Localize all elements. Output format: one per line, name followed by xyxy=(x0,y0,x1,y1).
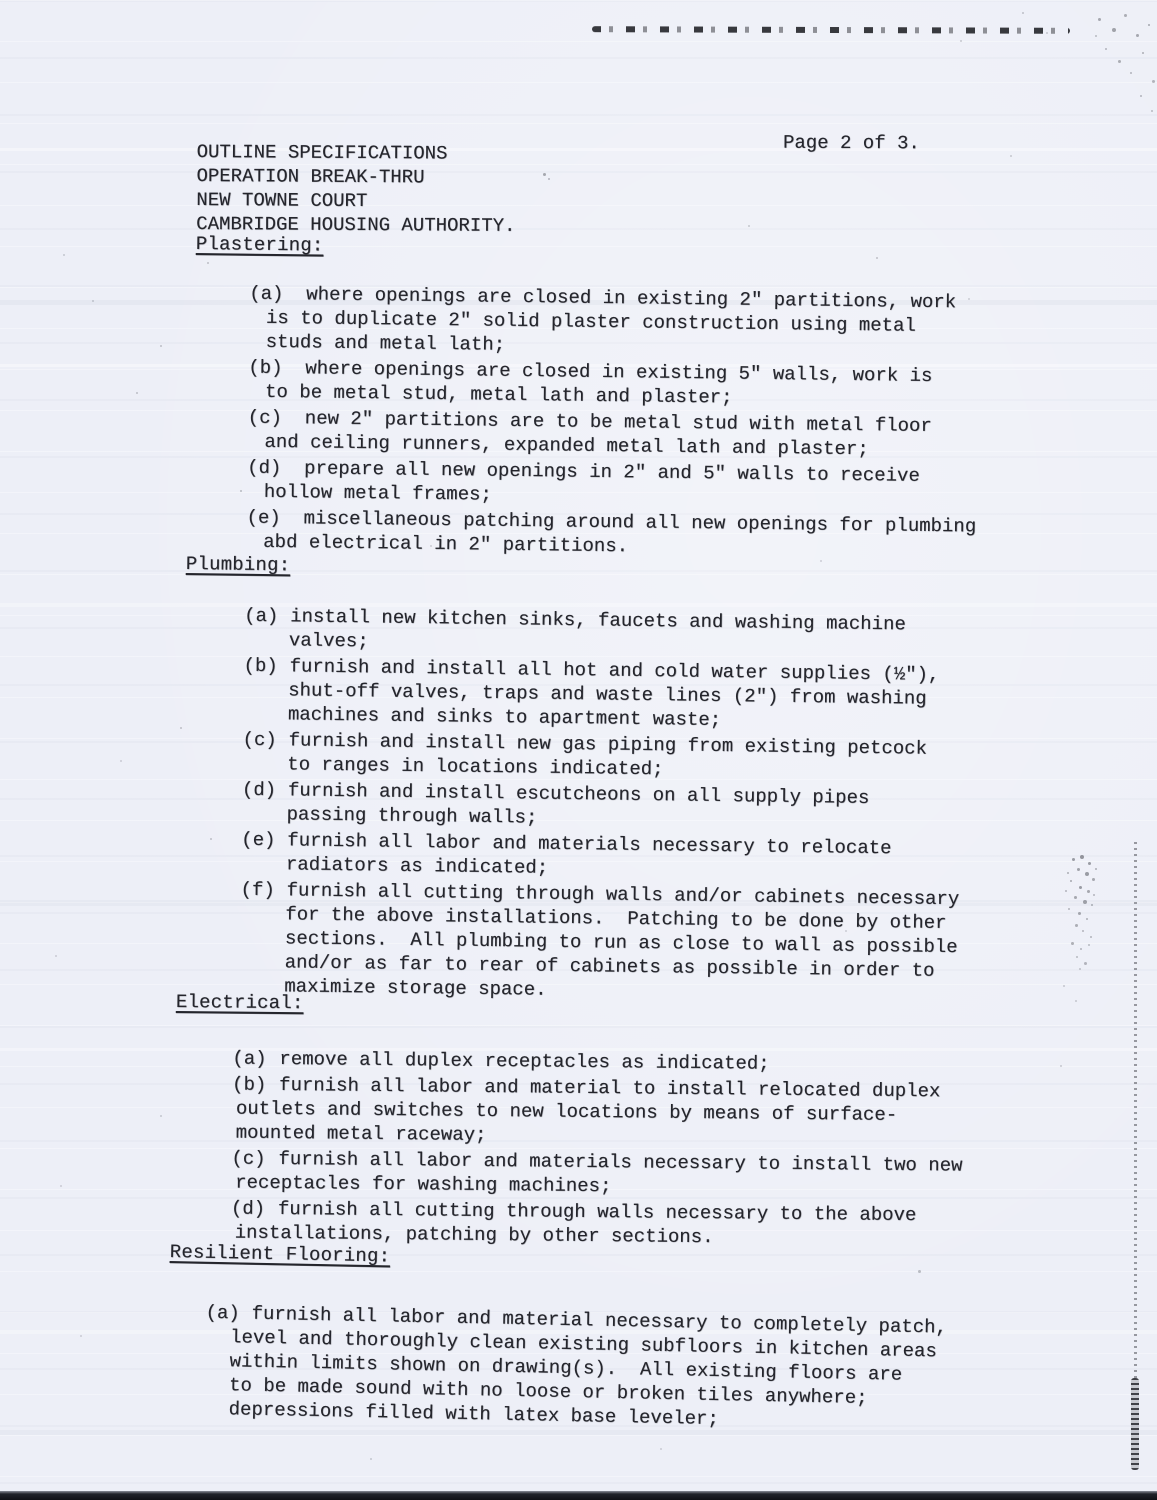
item-marker: (a) xyxy=(232,1047,267,1070)
ink-speck xyxy=(1078,912,1081,915)
ink-speck xyxy=(1084,962,1087,965)
section-items xyxy=(231,1047,977,1252)
ink-speck xyxy=(1071,942,1074,945)
item-marker: (e) xyxy=(241,828,276,852)
item-text: furnish and install escutcheons on all supply pipes passing through walls; xyxy=(286,779,870,829)
item-text: furnish all labor and material necessary to completely patch, level and thoroughly clean existing subfloors in kitchen areas within limits shown on drawing(s). All existing floors are to be made sound with no loose or broken tiles anywhere; depressions filled with latex base leveler; xyxy=(228,1302,948,1431)
section-plastering xyxy=(192,232,1007,565)
ink-speck xyxy=(845,930,847,932)
ink-speck xyxy=(1060,1065,1062,1067)
ink-speck xyxy=(1087,890,1090,893)
item-marker: (f) xyxy=(240,878,275,902)
ink-speck xyxy=(160,345,162,347)
ink-speck xyxy=(1075,924,1078,927)
ink-speck xyxy=(548,178,550,180)
ink-speck xyxy=(1142,52,1144,54)
section-electrical xyxy=(174,990,977,1254)
ink-speck xyxy=(1093,894,1095,896)
item-marker: (c) xyxy=(242,728,277,752)
ink-speck xyxy=(1148,24,1150,26)
ink-speck xyxy=(1112,28,1116,32)
section-heading: Plumbing: xyxy=(185,552,291,577)
section-resilient-flooring xyxy=(166,1240,971,1438)
spec-item-a xyxy=(203,1301,970,1436)
item-text: furnish all labor and material to install relocated duplex outlets and switches to new locations by means of surface- mounted metal raceway; xyxy=(235,1073,941,1146)
ink-speck xyxy=(918,1270,921,1273)
item-marker: (b) xyxy=(243,654,278,678)
ink-speck xyxy=(1091,904,1093,906)
ink-speck xyxy=(1095,868,1097,870)
ink-speck xyxy=(136,392,138,394)
item-marker: (a) xyxy=(249,282,284,306)
scanner-band xyxy=(0,148,1157,151)
ink-speck xyxy=(968,298,970,300)
item-text: where openings are closed in existing 2" partitions, work is to duplicate 2" solid plaster construction using metal studs and metal lath; xyxy=(265,283,957,356)
item-marker: (d) xyxy=(230,1197,266,1220)
scan-streak xyxy=(592,26,1070,34)
ink-speck xyxy=(240,490,242,492)
ink-speck xyxy=(1010,155,1012,157)
item-text: install new kitchen sinks, faucets and washing machine valves; xyxy=(288,605,906,653)
item-text: where openings are closed in existing 5" walls, work is to be metal stud, metal lath and plaster; xyxy=(264,357,933,409)
ink-speck xyxy=(370,1458,372,1460)
ink-speck xyxy=(180,727,182,729)
ink-speck xyxy=(1083,900,1087,904)
section-items xyxy=(246,282,1006,563)
ink-speck xyxy=(1077,868,1080,871)
ink-speck xyxy=(430,545,432,547)
ink-speck xyxy=(120,760,122,762)
ink-speck xyxy=(1098,18,1101,21)
scan-bottom-edge xyxy=(0,1491,1157,1500)
item-text: furnish and install all hot and cold water supplies (½"), shut-off valves, traps and waste lines (2") from washing machines and sinks to apartment waste; xyxy=(287,655,940,732)
section-heading: Plastering: xyxy=(195,232,324,257)
ink-speck xyxy=(1151,110,1153,112)
ink-speck xyxy=(543,173,546,176)
ink-speck xyxy=(210,838,212,840)
ink-speck xyxy=(1063,985,1065,987)
ink-speck xyxy=(1118,60,1121,63)
item-text: furnish all labor and materials necessary to relocate radiators as indicated; xyxy=(285,829,892,879)
header-line: NEW TOWNE COURT xyxy=(196,188,368,213)
section-items xyxy=(203,1301,970,1436)
header-line: OPERATION BREAK-THRU xyxy=(196,164,425,189)
ink-speck xyxy=(1046,32,1048,34)
spec-item-b xyxy=(248,356,1006,413)
spec-item-a xyxy=(249,282,1007,363)
section-items xyxy=(239,604,1029,1008)
spec-item-d xyxy=(241,778,1027,836)
spec-item-b xyxy=(243,654,1029,736)
item-marker: (d) xyxy=(246,456,282,480)
spec-item-b xyxy=(232,1073,977,1152)
ink-speck xyxy=(820,560,822,562)
item-text: furnish all cutting through walls and/or cabinets necessary for the above installations. Patching to be done by other sections. All plumbing to run as close to wall as possible and/or as far to rear of cabinets as possible in order to maximize storage space. xyxy=(284,879,960,1001)
ink-speck xyxy=(1067,872,1069,874)
item-text: furnish all cutting through walls necessary to the above installations, patching by other sections. xyxy=(234,1197,917,1249)
item-marker: (c) xyxy=(231,1147,266,1170)
item-text: prepare all new openings in 2" and 5" walls to receive hollow metal frames; xyxy=(263,457,920,506)
item-marker: (b) xyxy=(248,356,283,380)
ink-speck xyxy=(1124,14,1127,17)
scan-edge-line xyxy=(1134,842,1137,1382)
ink-speck xyxy=(1022,12,1024,14)
item-text: miscellaneous patching around all new openings for plumbing abd electrical in 2" partitions. xyxy=(263,507,977,558)
ink-speck xyxy=(748,225,750,227)
spec-item-f xyxy=(239,878,1026,1008)
ink-speck xyxy=(1086,918,1088,920)
item-text: furnish and install new gas piping from existing petcock to ranges in locations indicated; xyxy=(287,729,928,781)
ink-speck xyxy=(1070,880,1072,882)
ink-speck xyxy=(1090,936,1092,938)
spec-item-e xyxy=(241,828,1027,886)
section-heading: Electrical: xyxy=(175,990,304,1015)
ink-speck xyxy=(876,257,878,259)
ink-speck xyxy=(1082,930,1084,932)
ink-speck xyxy=(580,1238,582,1240)
item-text: furnish all labor and materials necessary to install two new receptacles for washing machines; xyxy=(235,1147,963,1198)
scan-edge-smear xyxy=(1131,1378,1139,1470)
ink-speck xyxy=(207,262,209,264)
ink-speck xyxy=(1075,1000,1077,1002)
item-text: new 2" partitions are to be metal stud with metal floor and ceiling runners, expanded metal lath and plaster; xyxy=(264,407,932,461)
ink-speck xyxy=(660,1448,662,1450)
item-marker: (b) xyxy=(231,1073,267,1096)
spec-item-c xyxy=(231,1147,975,1202)
ink-speck xyxy=(160,1115,162,1117)
ink-speck xyxy=(1080,948,1082,950)
section-plumbing xyxy=(180,552,1030,1010)
ink-speck xyxy=(1105,48,1107,50)
ink-speck xyxy=(92,300,94,302)
ink-speck xyxy=(1074,896,1077,899)
ink-speck xyxy=(1092,878,1095,881)
ink-speck xyxy=(1072,858,1075,861)
header-lines xyxy=(196,140,516,238)
header-line: CAMBRIDGE HOUSING AUTHORITY. xyxy=(196,212,516,237)
ink-speck xyxy=(1088,944,1090,946)
ink-speck xyxy=(1088,862,1091,865)
item-marker: (a) xyxy=(244,604,279,628)
ink-speck xyxy=(1079,886,1082,889)
ink-speck xyxy=(1080,855,1084,859)
ink-speck xyxy=(1152,80,1155,83)
ink-speck xyxy=(63,254,65,256)
spec-item-a xyxy=(244,604,1030,662)
ink-speck xyxy=(1130,72,1132,74)
ink-speck xyxy=(960,40,962,42)
ink-speck xyxy=(1136,34,1139,37)
item-marker: (e) xyxy=(246,506,281,530)
ink-speck xyxy=(1095,35,1097,37)
section-heading: Resilient Flooring: xyxy=(169,1240,391,1268)
ink-speck xyxy=(80,1335,82,1337)
scanner-band xyxy=(0,1430,1157,1435)
ink-speck xyxy=(1085,872,1089,876)
ink-speck xyxy=(60,1185,62,1187)
header-line: OUTLINE SPECIFICATIONS xyxy=(196,140,448,165)
item-marker: (d) xyxy=(241,778,277,802)
spec-item-c xyxy=(242,728,1028,786)
item-marker: (a) xyxy=(205,1301,240,1325)
spec-item-c xyxy=(247,406,1005,463)
ink-speck xyxy=(55,955,57,957)
page-number: Page 2 of 3. xyxy=(782,131,920,155)
spec-item-d xyxy=(247,456,1005,513)
ink-speck xyxy=(1065,890,1067,892)
ink-speck xyxy=(1076,956,1078,958)
item-marker: (c) xyxy=(247,406,283,430)
ink-speck xyxy=(1079,968,1081,970)
ink-speck xyxy=(1068,908,1070,910)
item-text: remove all duplex receptacles as indicated; xyxy=(279,1047,770,1075)
ink-speck xyxy=(1140,95,1142,97)
